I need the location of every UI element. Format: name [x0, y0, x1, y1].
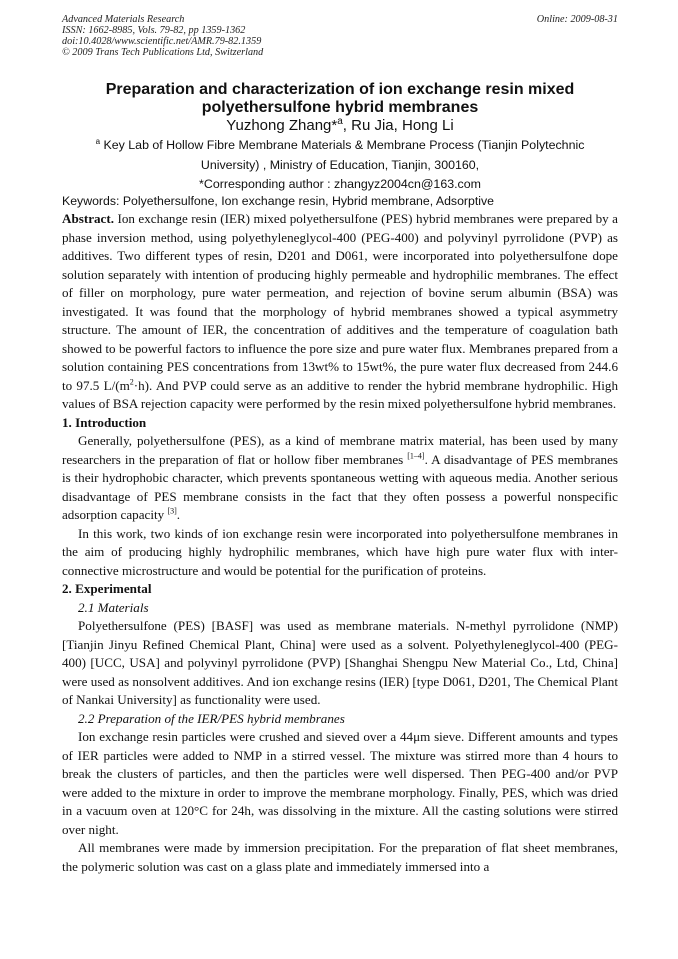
preparation-paragraph-2: All membranes were made by immersion precipitation. For the preparation of flat sheet membranes, the polymeric solution was cast on a glass plate and immediately immersed into a: [62, 840, 618, 874]
journal-name: Advanced Materials Research: [62, 14, 185, 25]
online-date: Online: 2009-08-31: [536, 14, 618, 25]
abstract: Abstract. Ion exchange resin (IER) mixed polyethersulfone (PES) hybrid membranes were prepared by a phase inversion method, using polyethyleneglycol-400 (PEG-400) and polyvinyl pyrrolidone (PVP) as additives. Two different types of resin, D201 and D061, were incorporated into polyethersulfone dope solution separately with intention of producing highly permeable and hydrophilic membranes. The effect of filler on morphology, pure water permeation, and rejection of bovine serum albumin (BSA) was investigated. It was found that the morphology of hybrid membranes showed a typical asymmetry structure. The amount of IER, the concentration of additives and the temperature of coagulation bath showed to be powerful factors to influence the pore size and pure water flux. Membranes prepared from a solution containing PES concentrations from 13wt% to 15wt%, the pure water flux decreased from 244.6 to 97.5 $L/(m^2\cdot h)$. And PVP could serve as an additive to render the hybrid membrane hydrophilic. High values of BSA rejection capacity were performed by the resin mixed polyethersulfone hybrid membranes.: [62, 211, 619, 411]
other-authors: , Ru Jia, Hong Li: [342, 117, 454, 134]
subsection-heading-preparation: 2.2 Preparation of the IER/PES hybrid membranes: [78, 710, 345, 726]
copyright-line: © 2009 Trans Tech Publications Ltd, Switzerland: [62, 47, 264, 58]
intro-paragraph-2: In this work, two kinds of ion exchange resin were incorporated into polyethersulfone membranes in the aim of producing highly hydrophilic membranes, which have high pure water flux with inter-connective microstructure and would be potential for the purification of proteins.: [62, 525, 618, 578]
abstract-label: Abstract.: [62, 211, 114, 226]
affil-marker: a: [95, 136, 101, 146]
citation-ref: [3]: [167, 506, 177, 516]
first-author: Yuzhong Zhang*: [226, 117, 338, 134]
subsection-heading-materials: 2.1 Materials: [78, 599, 149, 615]
corresponding-author: *Corresponding author : zhangyz2004cn@163.com: [199, 177, 481, 191]
preparation-paragraph-1: Ion exchange resin particles were crushed and sieved over a 44μm sieve. Different amounts and types of IER particles were added to NMP in a stirred vessel. The mixture was stirred more than 4 hours to break the clusters of particles, and then the particles were well dispersed. Then PEG-400 and/or PVP were added to the mixture in order to improve the membrane morphology. Finally, PES, which was dried in a vacuum oven at 120°C for 24h, was dissolving in the mixture. All the casting solutions were stirred over night.: [62, 729, 618, 837]
author-affil-marker: a: [337, 116, 343, 127]
intro-paragraph-1: Generally, polyethersulfone (PES), as a kind of membrane matrix material, has been used by many researchers in the preparation of flat or hollow fiber membranes [1–4]. A disadvantage of PES membranes is their hydrophobic character, which prevents spontaneous wetting with aqueous media. Another serious disadvantage of PES membrane consists in the fact that they often possess a powerful nonspecific adsorption capacity [3].: [62, 433, 618, 522]
materials-paragraph: Polyethersulfone (PES) [BASF] was used as membrane materials. N-methyl pyrrolidone (NMP) [Tianjin Jinyu Refined Chemical Plant, China] were used as a solvent. Polyethyleneglycol-400 (PEG-400) [UCC, USA] and polyvinyl pyrrolidone (PVP) [Shanghai Shengpu New Material Co., Ltd, China] were used as nonsolvent additives. And ion exchange resins (IER) [type D061, D201, The Chemical Plant of Nankai University] as functionality were used.: [62, 618, 618, 707]
paper-body: [62, 210, 618, 876]
issn-line: ISSN: 1662-8985, Vols. 79-82, pp 1359-1362: [62, 25, 246, 36]
doi-line: doi:10.4028/www.scientific.net/AMR.79-82.1359: [62, 36, 262, 47]
section-heading-introduction: 1. Introduction: [62, 414, 147, 430]
journal-header: [62, 14, 618, 58]
affiliation: [62, 136, 618, 195]
author-list: [62, 117, 618, 135]
affiliation-line-2: University) , Ministry of Education, Tianjin, 300160,: [200, 157, 480, 172]
section-heading-experimental: 2. Experimental: [62, 581, 152, 596]
affiliation-line-1: $^a$ Key Lab of Hollow Fibre Membrane Materials & Membrane Process (Tianjin Polytechnic: [95, 136, 585, 152]
keywords: Keywords: Polyethersulfone, Ion exchange resin, Hybrid membrane, Adsorptive: [62, 194, 494, 208]
citation-ref: [1–4]: [407, 451, 425, 461]
paper-title: Preparation and characterization of ion exchange resin mixed polyethersulfone hybrid membranes: [105, 81, 575, 116]
